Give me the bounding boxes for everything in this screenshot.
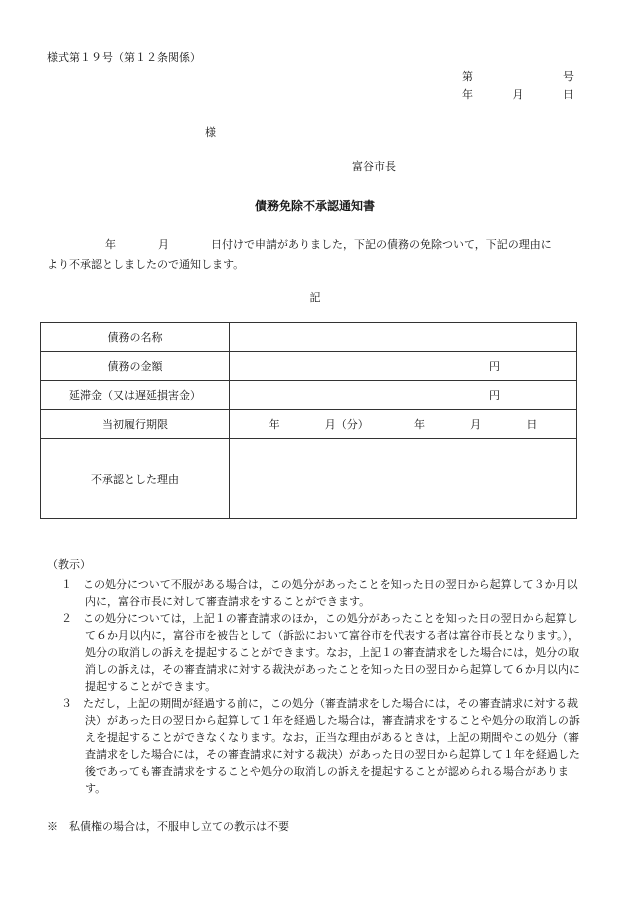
debt-details-table [40,322,577,519]
date-month: 月 [512,88,524,101]
note-item-2: ２ この処分については，上記１の審査請求のほか，この処分があったことを知った日の翌日から起算して６か月以内に，富谷市を被告として（訴訟において富谷市を代表する者は富谷市長となります。），処分の取消しの訴えを提起することができます。なお，上記１の審査請求をした場合には，処分の取消しの訴えは，その審査請求に対する裁決があったことを知った日の翌日から起算して６か月以内に提起することができます。 [61,612,580,693]
debt-name-value [230,323,577,352]
table-row [41,352,577,381]
yen-unit: 円 [489,389,500,402]
intro-month: 月 [158,238,169,251]
intro-year: 年 [105,238,116,251]
document-title: 債務免除不承認通知書 [254,199,375,213]
notes-heading: （教示） [47,558,91,571]
intro-line-2: より不承認としましたので通知します。 [47,258,245,271]
late-fee-label: 延滞金（又は遅延損害金） [41,381,230,410]
number-prefix: 第 [462,70,473,83]
term-label: 当初履行期限 [41,410,230,439]
yen-unit: 円 [489,360,500,373]
debt-amount-value [230,352,577,381]
document-number-row [462,68,574,84]
table-row [41,410,577,439]
recipient-honorific: 様 [205,126,216,139]
footnote: ※ 私債権の場合は，不服申し立ての教示は不要 [47,820,289,833]
table-row [41,439,577,519]
reason-label: 不承認とした理由 [41,439,230,519]
note-item-3: ３ ただし，上記の期間が経過する前に，この処分（審査請求をした場合には，その審査請求に対する裁決）があった日の翌日から起算して１年を経過した場合は，審査請求をすることや処分の取消しの訴えを提起することができなくなります。なお，正当な理由があるときは，上記の期間やこの処分（審査請求をした場合には，その審査請求に対する裁決）があった日の翌日から起算して１年を経過した後であっても審査請求をすることや処分の取消しの訴えを提起することが認められる場合があります。 [61,697,580,795]
intro-paragraph [47,235,580,275]
notes-list [47,576,580,797]
date-year: 年 [462,88,473,101]
issuer-name: 富谷市長 [352,160,396,173]
term-month-1: 月（分） [324,418,369,431]
form-number-label: 様式第１９号（第１２条関係） [47,51,201,64]
note-item-1: １ この処分について不服がある場合は，この処分があったことを知った日の翌日から起算して３か月以内に，富谷市長に対して審査請求をすることができます。 [61,578,578,608]
term-value [230,410,577,439]
number-suffix: 号 [563,70,574,83]
date-day: 日 [563,88,574,101]
intro-text: 日付けで申請がありました，下記の債務の免除ついて，下記の理由に [211,238,552,251]
table-row [41,381,577,410]
issue-date-row [462,86,574,102]
term-year-1: 年 [268,418,280,431]
reason-value [230,439,577,519]
term-year-2: 年 [413,418,425,431]
late-fee-value [230,381,577,410]
ki-heading: 記 [309,291,321,304]
table-row [41,323,577,352]
term-day-2: 日 [526,418,538,431]
term-month-2: 月 [470,418,482,431]
debt-amount-label: 債務の金額 [41,352,230,381]
debt-name-label: 債務の名称 [41,323,230,352]
intro-line-1 [47,235,580,255]
